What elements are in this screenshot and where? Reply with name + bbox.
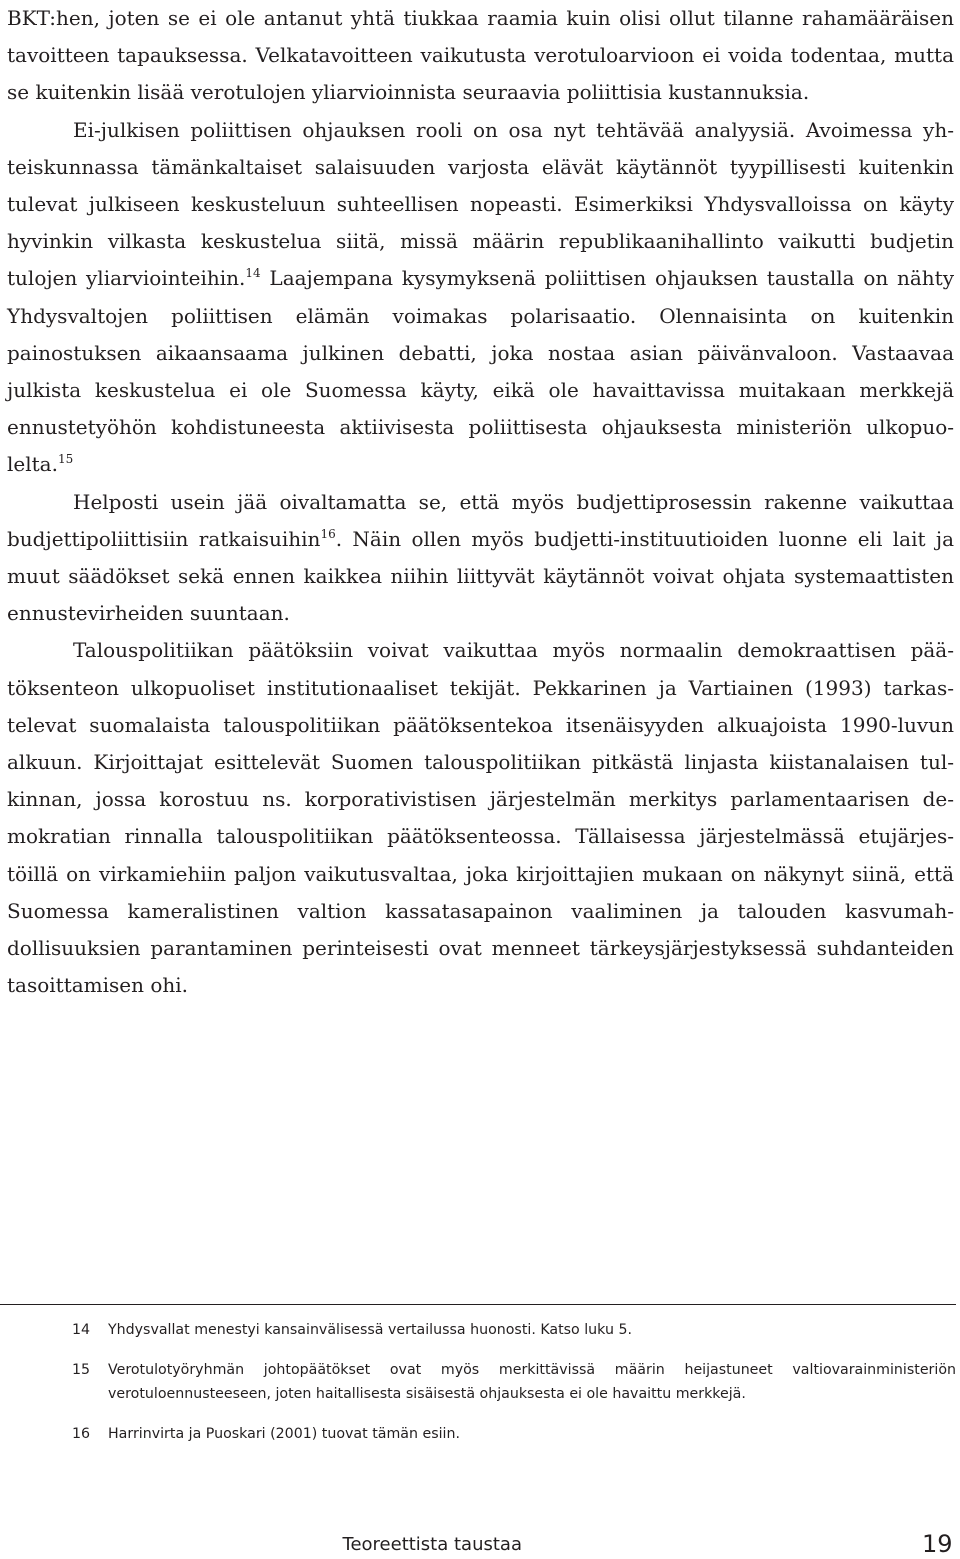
paragraph-text: Talouspolitiikan päätöksiin voivat vaikuttaa myös normaalin demokraattisen päätöksenteon ulkopuoliset institutionaaliset tekijät. Pekkarinen ja Vartiainen (1993) tarkastelevat suomalaista talouspolitiikan päätöksentekoa itsenäisyyden alkuajoista 1990-luvun alkuun. Kirjoittajat esittelevät Suomen talouspolitiikan pitkästä linjasta kiistanalaisen tulkinnan, jossa korostuu ns. korporativistisen järjestelmän merkitys parlamentaarisen demokratian rinnalla talouspolitiikan päätöksenteossa. Tällaisessa järjestelmässä etujärjestöillä on virkamiehiin paljon vaikutusvaltaa, joka kirjoittajien mukaan on näkynyt siinä, että Suomessa kameralistinen valtion kassatasapainon vaaliminen ja talouden kasvumahdollisuuksien parantaminen perinteisesti ovat menneet tärkeysjärjestyksessä suhdanteiden tasoittamisen ohi. <box>7 638 954 998</box>
paragraph-text: Laajempana kysymyksenä poliittisen ohjauksen taustalla on nähty Yhdysvaltojen poliittisen elämän voimakas polarisaatio. Olennaisinta on kuitenkin painostuksen aikaansaama julkinen debatti, joka nostaa asian päivänvaloon. Vastaavaa julkista keskustelua ei ole Suomessa käyty, eikä ole havaittavissa muitakaan merkkejä ennustetyöhön kohdistuneesta aktiivisesta poliittisesta ohjauksesta ministeriön ulkopuolelta. <box>7 266 954 477</box>
footnote-number: 15 <box>72 1362 91 1378</box>
footnotes <box>72 1318 956 1462</box>
footnote-number: 14 <box>72 1322 91 1338</box>
footnote-reference[interactable]: 14 <box>245 266 261 281</box>
footnote-reference[interactable]: 16 <box>320 526 336 541</box>
footnote-number: 16 <box>72 1426 91 1442</box>
footnote-text: Yhdysvallat menestyi kansainvälisessä vertailussa huonosti. Katso luku 5. <box>108 1322 632 1338</box>
paragraph <box>7 112 954 484</box>
footnote-15 <box>72 1358 956 1406</box>
running-footer-title: Teoreettista taustaa <box>342 1534 522 1555</box>
footnote-reference[interactable]: 15 <box>57 452 74 467</box>
body-text <box>7 0 954 1004</box>
paragraph <box>7 632 954 1004</box>
footnote-16 <box>72 1422 956 1446</box>
paragraph-continued <box>7 0 954 112</box>
paragraph-text: . Näin ollen myös budjetti-instituutioiden luonne eli lait ja muut säädökset sekä ennen kaikkea niihin liittyvät käytännöt voivat ohjata systemaattisten ennustevirheiden suuntaan. <box>7 526 955 626</box>
paragraph-text: BKT:hen, joten se ei ole antanut yhtä tiukkaa raamia kuin olisi ollut tilanne rahamääräisen tavoitteen tapauksessa. Velkatavoitteen vaikutusta verotuloarvioon ei voida todentaa, mutta se kuitenkin lisää verotulojen yliarvioinnista seuraavia poliittisia kustannuksia. <box>7 6 954 105</box>
paragraph-text: Helposti usein jää oivaltamatta se, että myös budjettiprosessin rakenne vaikuttaa budjettipoliittisiin ratkaisuihin <box>7 489 954 551</box>
footnote-14 <box>72 1318 956 1342</box>
footnote-text: Harrinvirta ja Puoskari (2001) tuovat tämän esiin. <box>108 1426 460 1442</box>
paragraph <box>7 484 954 633</box>
paragraph-text: Ei-julkisen poliittisen ohjauksen rooli on osa nyt tehtävää analyysiä. Avoimessa yhteiskunnassa tämänkaltaiset salaisuuden varjosta elävät käytännöt tyypillisesti kuitenkin tulevat julkiseen keskusteluun suhteellisen nopeasti. Esimerkiksi Yhdysvalloissa on käyty hyvinkin vilkasta keskustelua siitä, missä määrin republikaanihallinto vaikutti budjetin tulojen yliarviointeihin. <box>7 117 954 291</box>
footnote-text: Verotulotyöryhmän johtopäätökset ovat myös merkittävissä määrin heijastuneet valtiovarainministeriön verotuloennusteeseen, joten haitallisesta sisäisestä ohjauksesta ei ole havaittu merkkejä. <box>108 1362 956 1402</box>
page-number: 19 <box>922 1530 953 1558</box>
footnote-divider <box>0 1304 956 1305</box>
